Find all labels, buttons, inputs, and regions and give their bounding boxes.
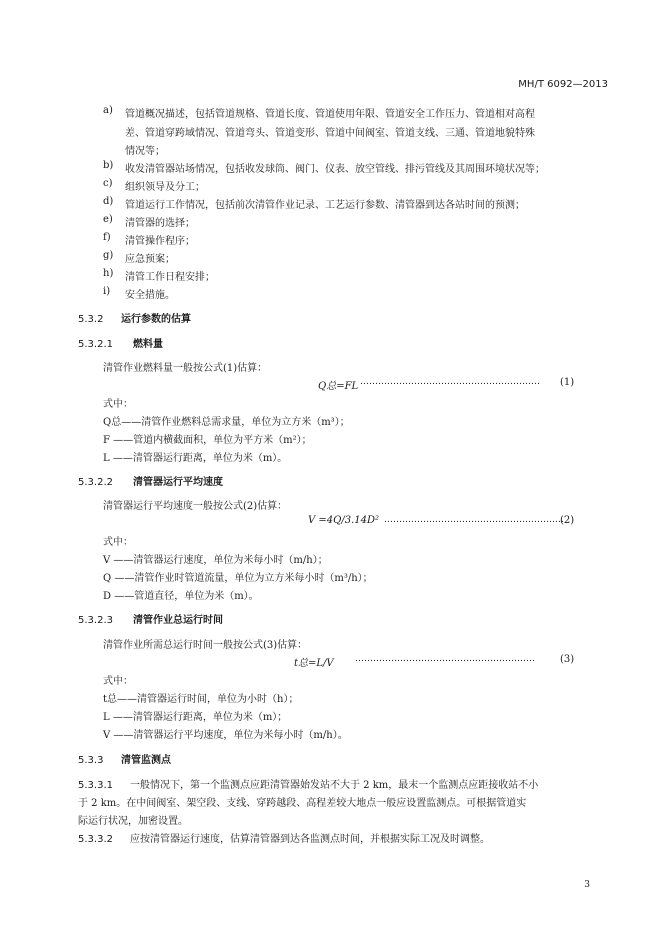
formula-text: t总=L/V	[294, 658, 334, 669]
clause-number: 5.3.3.2	[78, 834, 113, 845]
where-label: 式中：	[103, 537, 133, 548]
clause-5-3-3-2	[78, 830, 490, 845]
section-heading-5-3-2-2: 5.3.2.2 清管器运行平均速度	[78, 477, 223, 488]
where-label: 式中：	[103, 399, 133, 410]
clause-continuation: 际运行状况，加密设置。	[78, 816, 188, 827]
clause-continuation: 于 2 km。在中间阀室、架空段、支线、穿跨越段、高程差较大地点一般应设置监测点。可根据管道实	[78, 798, 527, 809]
clause-5-3-3-1	[78, 776, 538, 791]
section-heading-5-3-3: 5.3.3 清管监测点	[78, 755, 171, 766]
formula-intro: 清管器运行平均速度一般按公式(2)估算：	[103, 501, 288, 512]
formula-text: V =4Q/3.14D²	[308, 515, 380, 526]
equation-number: (2)	[560, 515, 575, 526]
equation-number: (3)	[560, 654, 575, 665]
page-number: 3	[584, 880, 590, 890]
symbol-definition: V ——清管器运行速度，单位为米每小时（m/h）；	[103, 555, 328, 566]
symbol-definition: t总——清管器运行时间，单位为小时（h）；	[103, 694, 299, 705]
section-heading-5-3-2-3: 5.3.2.3 清管作业总运行时间	[78, 615, 223, 626]
section-heading-5-3-2-1: 5.3.2.1 燃料量	[78, 339, 163, 350]
symbol-definition: L ——清管器运行距离，单位为米（m）；	[103, 712, 288, 723]
symbol-definition: F ——管道内横截面积，单位为平方米（m²）；	[103, 435, 312, 446]
where-label: 式中：	[103, 676, 133, 687]
clause-number: 5.3.3.1	[78, 780, 113, 791]
leader-dots: ……………………………………………………	[384, 515, 564, 525]
leader-dots: ……………………………………………………	[360, 377, 540, 387]
equation-number: (1)	[560, 377, 575, 388]
clause-text: 应按清管器运行速度，估算清管器到达各监测点时间，并根据实际工况及时调整。	[130, 834, 490, 845]
section-heading-5-3-2: 5.3.2 运行参数的估算	[78, 314, 191, 325]
clause-text: 一般情况下，第一个监测点应距清管器始发站不大于 2 km，最末一个监测点应距接收站不小	[130, 780, 539, 791]
formula-intro: 清管作业所需总运行时间一般按公式(3)估算：	[103, 640, 308, 651]
formula-intro: 清管作业燃料量一般按公式(1)估算：	[103, 363, 268, 374]
formula-text: Q总=FL	[318, 381, 359, 392]
formula	[318, 377, 358, 392]
standard-code-header: MH/T 6092—2013	[518, 79, 608, 90]
symbol-definition: D ——管道直径，单位为米（m）。	[103, 591, 259, 602]
formula	[308, 515, 379, 526]
formula	[294, 654, 334, 669]
symbol-definition: L ——清管器运行距离，单位为米（m）。	[103, 453, 288, 464]
leader-dots: ……………………………………………………	[355, 654, 535, 664]
symbol-definition: V ——清管器运行平均速度，单位为米每小时（m/h）。	[103, 730, 348, 741]
symbol-definition: Q ——清管作业时管道流量，单位为立方米每小时（m³/h）；	[103, 573, 373, 584]
symbol-definition: Q总——清管作业燃料总需求量，单位为立方米（m³）；	[103, 417, 350, 428]
